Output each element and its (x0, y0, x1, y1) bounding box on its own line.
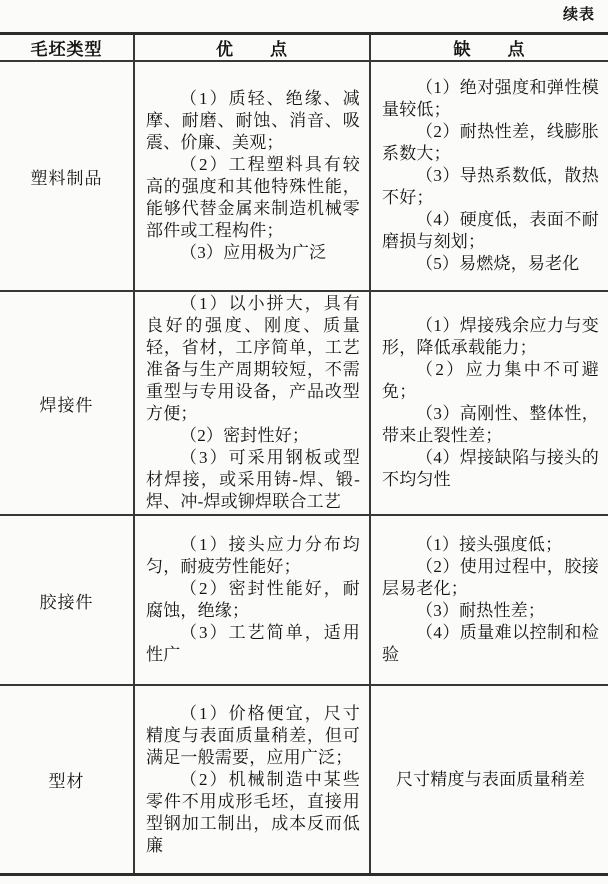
table-row (0, 686, 608, 873)
disadvantage-item: （2）使用过程中，胶接层易老化； (382, 557, 599, 598)
advantages-cell (133, 62, 369, 290)
table-row (0, 516, 608, 686)
advantage-item: （2）工程塑料具有较高的强度和其他特殊性能，能够代替金属来制造机械零部件或工程构件； (146, 155, 360, 240)
advantage-item: （3）可采用钢板或型材焊接，或采用铸-焊、锻-焊、冲-焊或铆焊联合工艺 (146, 448, 360, 511)
disadvantage-item: （5）易燃烧，易老化 (416, 254, 580, 273)
table-row (0, 62, 608, 292)
advantage-item: （2）机械制造中某些零件不用成形毛坯，直接用型钢加工制出，成本反而低廉 (146, 769, 360, 855)
disadvantages-cell (369, 516, 608, 684)
header-cell-advantages (133, 35, 369, 60)
disadvantage-item: （1）焊接残余应力与变形，降低承载能力； (382, 316, 599, 357)
disadvantage-item: （4）质量难以控制和检验 (382, 623, 599, 664)
disadvantage-item: （2）应力集中不可避免； (382, 360, 599, 401)
advantages-cell (133, 686, 369, 873)
advantage-item: （3）应用极为广泛 (180, 243, 327, 262)
type-label: 焊接件 (39, 395, 94, 415)
disadvantages-cell (369, 292, 608, 514)
disadvantages-text (371, 77, 608, 275)
disadvantage-item: （1）绝对强度和弹性模量较低； (382, 78, 599, 119)
advantage-item: （1）价格便宜，尺寸精度与表面质量稍差，但可满足一般需要，应用广泛； (146, 703, 360, 767)
disadvantages-cell (369, 62, 608, 290)
advantages-text (135, 293, 369, 513)
header-label-disadvantages: 缺 点 (453, 40, 526, 59)
disadvantages-cell (369, 686, 608, 873)
type-cell (0, 516, 133, 684)
advantages-cell (133, 292, 369, 514)
header-label-advantages: 优 点 (216, 40, 288, 59)
disadvantage-item: （3）导热系数低，散热不好； (382, 166, 599, 207)
advantage-item: （1）质轻、绝缘、减摩、耐磨、耐蚀、消音、吸震、价廉、美观； (146, 89, 360, 152)
disadvantage-item: （1）接头强度低； (416, 535, 563, 554)
header-cell-disadvantages (369, 35, 608, 60)
header-cell-type (0, 35, 133, 60)
advantage-item: （2）密封性能好，耐腐蚀，绝缘； (146, 579, 360, 620)
advantage-item: （3）工艺简单，适用性广 (146, 623, 360, 664)
advantages-cell (133, 516, 369, 684)
table-header-row (0, 35, 608, 62)
disadvantages-text (371, 315, 608, 491)
header-label-type: 毛坯类型 (30, 40, 103, 59)
disadvantage-item: （4）硬度低，表面不耐磨损与刻划； (382, 210, 599, 251)
disadvantage-item: （2）耐热性差，线膨胀系数大； (382, 122, 599, 163)
advantages-text (135, 534, 369, 666)
advantages-text (135, 703, 369, 857)
advantages-text (135, 88, 369, 264)
disadvantage-item: （4）焊接缺陷与接头的不均匀性 (382, 448, 599, 489)
disadvantage-item: （3）高刚性、整体性，带来止裂性差； (382, 404, 599, 445)
advantage-item: （2）密封性好； (180, 426, 310, 445)
advantage-item: （1）接头应力分布均匀，耐疲劳性能好； (146, 535, 360, 576)
disadvantages-text (371, 769, 608, 791)
type-label: 塑料制品 (30, 168, 103, 188)
disadvantage-item: （3）耐热性差； (416, 601, 546, 620)
table-row (0, 292, 608, 516)
disadvantages-text (371, 534, 608, 666)
advantage-item: （1）以小拼大，具有良好的强度、刚度、质量轻，省材，工序简单，工艺准备与生产周期较短，不需重型与专用设备，产品改型方便； (146, 294, 360, 423)
type-label: 型材 (48, 772, 85, 791)
disadvantage-item: 尺寸精度与表面质量稍差 (395, 769, 586, 789)
continued-table-label: 续表 (562, 7, 595, 23)
type-label: 胶接件 (39, 592, 94, 612)
blank-types-table (0, 32, 608, 876)
type-cell (0, 686, 133, 873)
type-cell (0, 292, 133, 514)
type-cell (0, 62, 133, 290)
